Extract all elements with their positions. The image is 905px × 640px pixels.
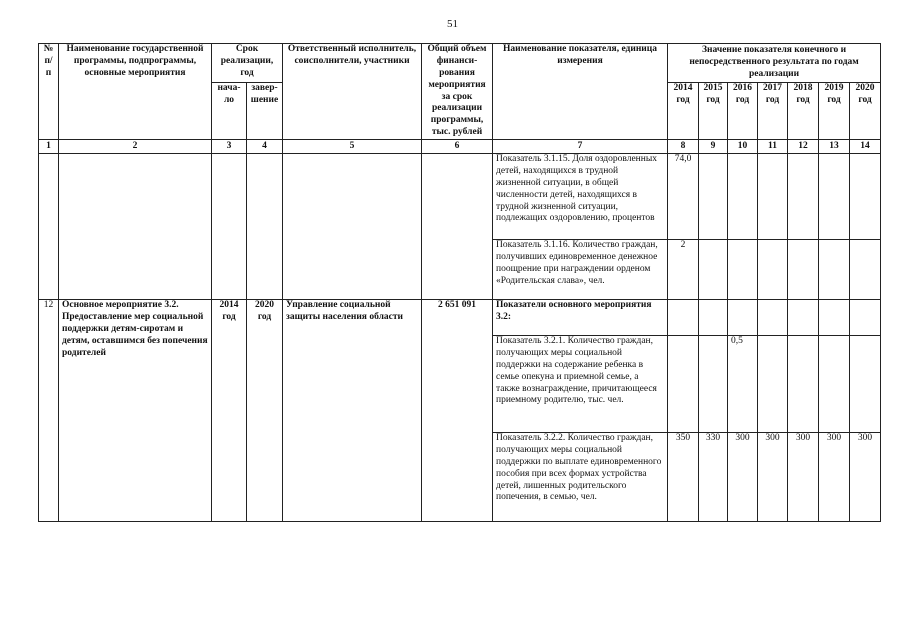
indicator-cell: Показатель 3.2.2. Количество граждан, получающих меры социальной поддержки по выплате единовременного пособия при всех формах устройства детей, лишенных родительского попечения, в семью, чел. <box>493 433 668 522</box>
header-year-2018: 2018 год <box>788 83 819 140</box>
indicator-cell: Показатель 3.1.16. Количество граждан, получивших единовременное денежное поощрение при награждении орденом «Родительская слава», чел. <box>493 240 668 300</box>
value-cell <box>758 154 788 240</box>
value-cell <box>758 336 788 433</box>
column-number-row <box>39 140 881 154</box>
column-number: 10 <box>728 140 758 154</box>
table-row <box>39 154 881 240</box>
value-cell <box>699 154 728 240</box>
header-term-start: нача-ло <box>212 83 247 140</box>
value-cell: 330 <box>699 433 728 522</box>
value-cell <box>850 336 881 433</box>
value-cell <box>758 240 788 300</box>
column-number: 1 <box>39 140 59 154</box>
value-cell: 74,0 <box>668 154 699 240</box>
column-number: 3 <box>212 140 247 154</box>
value-cell: 300 <box>788 433 819 522</box>
value-cell <box>850 154 881 240</box>
header-col-indicator: Наименование показателя, единица измерения <box>493 44 668 140</box>
page-number: 51 <box>447 18 458 30</box>
column-number: 8 <box>668 140 699 154</box>
column-number: 9 <box>699 140 728 154</box>
row-number: 12 <box>39 300 59 522</box>
column-number: 5 <box>283 140 422 154</box>
value-cell <box>819 154 850 240</box>
value-cell: 350 <box>668 433 699 522</box>
header-year-2016: 2016 год <box>728 83 758 140</box>
table-row <box>39 300 881 336</box>
column-number: 7 <box>493 140 668 154</box>
column-number: 6 <box>422 140 493 154</box>
column-number: 12 <box>788 140 819 154</box>
measure-name: Основное мероприятие 3.2. Предоставление мер социальной поддержки детям-сиротам и детям, оставшимся без попечения родителей <box>59 300 212 522</box>
value-cell <box>788 240 819 300</box>
indicators-table <box>38 43 881 522</box>
value-cell <box>728 154 758 240</box>
indicator-cell: Показатель 3.1.15. Доля оздоровленных детей, находящихся в трудной жизненной ситуации, в общей численности детей, находящихся в трудной жизненной ситуации, подлежащих оздоровлению, процентов <box>493 154 668 240</box>
value-cell: 300 <box>819 433 850 522</box>
value-cell <box>699 336 728 433</box>
value-cell <box>819 240 850 300</box>
value-cell: 2 <box>668 240 699 300</box>
value-cell <box>788 336 819 433</box>
header-year-2014: 2014 год <box>668 83 699 140</box>
value-cell <box>819 336 850 433</box>
executor: Управление социальной защиты населения области <box>283 300 422 522</box>
value-cell: 0,5 <box>728 336 758 433</box>
header-col-finance: Общий объем финанси-рования мероприятия за срок реализации программы, тыс. рублей <box>422 44 493 140</box>
indicator-cell: Показатель 3.2.1. Количество граждан, получающих меры социальной поддержки на содержание ребенка в семье опекуна и приемной семье, а также вознаграждение, причитающееся приемному родителю, тыс. чел. <box>493 336 668 433</box>
value-cell <box>699 240 728 300</box>
header-term-end: завер-шение <box>247 83 283 140</box>
header-col-values: Значение показателя конечного и непосредственного результата по годам реализации <box>668 44 881 83</box>
term-start: 2014 год <box>212 300 247 522</box>
column-number: 13 <box>819 140 850 154</box>
column-number: 11 <box>758 140 788 154</box>
header-year-2019: 2019 год <box>819 83 850 140</box>
column-number: 14 <box>850 140 881 154</box>
header-year-2015: 2015 год <box>699 83 728 140</box>
term-end: 2020 год <box>247 300 283 522</box>
finance-amount: 2 651 091 <box>422 300 493 522</box>
value-cell: 300 <box>758 433 788 522</box>
value-cell: 300 <box>728 433 758 522</box>
indicator-header: Показатели основного мероприятия 3.2: <box>493 300 668 336</box>
header-col-term: Срок реализации, год <box>212 44 283 83</box>
value-cell <box>850 240 881 300</box>
header-year-2017: 2017 год <box>758 83 788 140</box>
header-col-num: № п/п <box>39 44 59 140</box>
header-col-executor: Ответственный исполнитель, соисполнители, участники <box>283 44 422 140</box>
column-number: 2 <box>59 140 212 154</box>
value-cell: 300 <box>850 433 881 522</box>
column-number: 4 <box>247 140 283 154</box>
value-cell <box>788 154 819 240</box>
value-cell <box>668 336 699 433</box>
header-col-name: Наименование государственной программы, подпрограммы, основные мероприятия <box>59 44 212 140</box>
header-year-2020: 2020 год <box>850 83 881 140</box>
value-cell <box>728 240 758 300</box>
